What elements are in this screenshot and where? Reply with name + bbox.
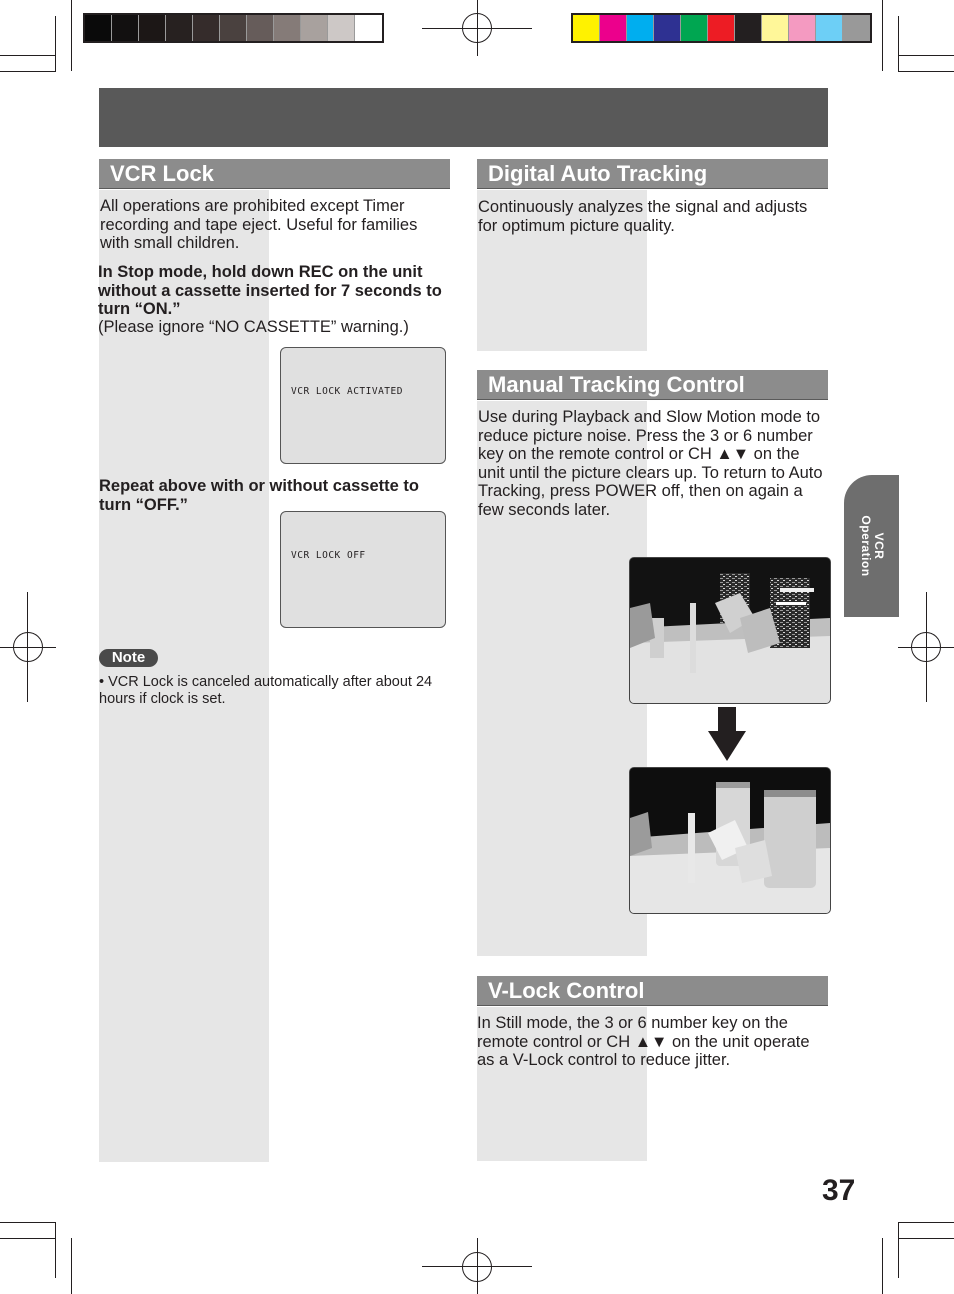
color-swatch — [166, 15, 193, 41]
crop-mark — [882, 0, 883, 71]
vcr-lock-on-instruction: In Stop mode, hold down REC on the unit without a cassette inserted for 7 seconds to turn “ON.” — [98, 263, 442, 318]
side-tab-line1: VCR — [871, 532, 886, 560]
note-text: • VCR Lock is canceled automatically after about 24 hours if clock is set. — [99, 674, 433, 707]
page-number: 37 — [822, 1174, 856, 1207]
header-band — [99, 88, 828, 147]
digital-auto-tracking-text: Continuously analyzes the signal and adjusts for optimum picture quality. — [478, 198, 808, 235]
osd-text-off: VCR LOCK OFF — [291, 550, 366, 561]
vlock-heading: V-Lock Control — [477, 976, 828, 1006]
crop-mark — [55, 16, 56, 71]
color-swatch — [843, 15, 870, 41]
crop-mark — [898, 1238, 954, 1239]
color-swatch — [193, 15, 220, 41]
manual-tracking-heading: Manual Tracking Control — [477, 370, 828, 400]
osd-text-activated: VCR LOCK ACTIVATED — [291, 386, 403, 397]
crop-mark — [0, 55, 56, 56]
color-swatch — [139, 15, 166, 41]
grayscale-color-bar — [83, 13, 384, 43]
crop-mark — [898, 1222, 954, 1223]
registration-mark-bottom — [422, 1238, 532, 1294]
crop-mark — [882, 1238, 883, 1294]
noisy-picture-illustration — [630, 558, 830, 703]
crop-mark — [898, 55, 954, 56]
clear-picture-photo — [629, 767, 831, 914]
side-tab-label — [859, 515, 885, 576]
color-swatch — [274, 15, 301, 41]
color-swatch — [112, 15, 139, 41]
crop-mark — [0, 1238, 56, 1239]
clear-picture-illustration — [630, 768, 830, 913]
section-side-tab — [844, 475, 899, 617]
arrow-down-icon — [708, 707, 746, 761]
color-swatch — [681, 15, 708, 41]
vlock-text: In Still mode, the 3 or 6 number key on the remote control or CH ▲▼ on the unit operate as a V-Lock control to reduce jitter. — [477, 1014, 810, 1069]
noisy-picture-photo — [629, 557, 831, 704]
color-swatch — [600, 15, 627, 41]
manual-tracking-text: Use during Playback and Slow Motion mode to reduce picture noise. Press the 3 or 6 number key on the remote control or CH ▲▼ on the unit until the picture clears up. To return to Auto Tracking, press POWER off, then on again a few seconds later. — [478, 408, 823, 519]
color-swatch — [573, 15, 600, 41]
vcr-lock-heading: VCR Lock — [99, 159, 450, 189]
crop-mark — [0, 1222, 56, 1223]
color-swatch — [654, 15, 681, 41]
color-swatch — [816, 15, 843, 41]
crop-mark — [898, 1222, 899, 1278]
osd-screen-off — [280, 511, 446, 628]
crop-mark — [55, 1222, 56, 1278]
side-tab-line2: Operation — [858, 515, 873, 577]
crop-mark — [898, 16, 899, 71]
osd-screen-activated — [280, 347, 446, 464]
color-swatch — [247, 15, 274, 41]
registration-mark-right — [898, 592, 954, 702]
registration-mark-top — [422, 0, 532, 56]
vcr-lock-warning-note: (Please ignore “NO CASSETTE” warning.) — [98, 318, 409, 336]
color-swatch — [355, 15, 382, 41]
registration-mark-left — [0, 592, 56, 702]
color-swatch — [328, 15, 355, 41]
note-badge: Note — [99, 649, 158, 667]
color-swatch — [627, 15, 654, 41]
color-swatch — [708, 15, 735, 41]
crop-mark — [71, 1238, 72, 1294]
color-swatch — [301, 15, 328, 41]
crop-mark — [71, 0, 72, 71]
crop-mark — [898, 71, 954, 72]
crop-mark — [0, 71, 56, 72]
color-swatch — [85, 15, 112, 41]
process-color-bar — [571, 13, 872, 43]
color-swatch — [220, 15, 247, 41]
color-swatch — [762, 15, 789, 41]
color-swatch — [735, 15, 762, 41]
color-swatch — [789, 15, 816, 41]
vcr-lock-off-instruction: Repeat above with or without cassette to turn “OFF.” — [99, 477, 419, 514]
vcr-lock-intro: All operations are prohibited except Timer recording and tape eject. Useful for families with small children. — [100, 197, 418, 252]
digital-auto-tracking-heading: Digital Auto Tracking — [477, 159, 828, 189]
